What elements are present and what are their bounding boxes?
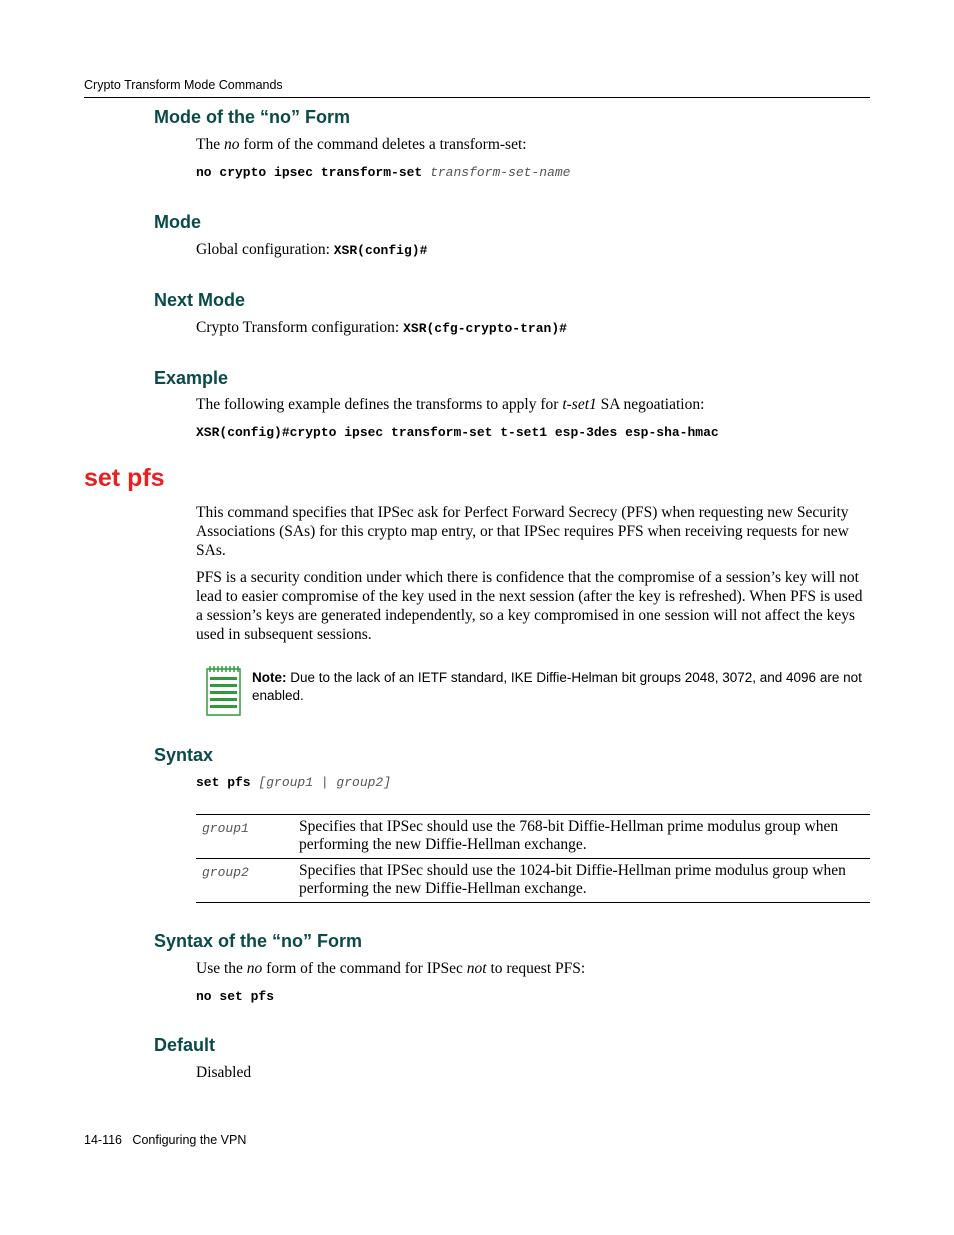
description-paragraph-2: PFS is a security condition under which there is confidence that the compromise of a session’s key will not lead to easier compromise of the key used in the next session (after the key is refreshed). When PFS is used a session’s keys are generated independently, so a key compromised in one session will not affect the keys used in subsequent sessions. bbox=[196, 569, 863, 643]
param-name: group2 bbox=[202, 865, 249, 880]
syntax-no-heading: Syntax of the “no” Form bbox=[154, 931, 363, 951]
example-text: The following example defines the transforms to apply for t-set1 SA negoatiation: bbox=[196, 396, 705, 413]
syntax-heading: Syntax bbox=[154, 745, 214, 765]
running-header: Crypto Transform Mode Commands bbox=[84, 78, 283, 92]
mode-text: Global configuration: XSR(config)# bbox=[196, 241, 428, 258]
page-footer: 14-116 Configuring the VPN bbox=[84, 1133, 247, 1147]
default-heading: Default bbox=[154, 1035, 216, 1055]
syntax-command: set pfs [group1 | group2] bbox=[196, 775, 392, 790]
param-name: group1 bbox=[202, 821, 249, 836]
next-mode-heading: Next Mode bbox=[154, 290, 246, 310]
default-text: Disabled bbox=[196, 1064, 252, 1081]
mode-heading: Mode bbox=[154, 212, 201, 232]
description-paragraph-1: This command specifies that IPSec ask for Perfect Forward Secrecy (PFS) when requesting new Security Associations (SAs) for this crypto map entry, or that IPSec requires PFS when receiving requests for new SAs. bbox=[196, 504, 849, 559]
note-label: Note: bbox=[252, 670, 287, 685]
example-heading: Example bbox=[154, 368, 229, 388]
next-mode-text: Crypto Transform configuration: XSR(cfg-crypto-tran)# bbox=[196, 319, 567, 336]
syntax-no-command: no set pfs bbox=[196, 989, 275, 1004]
parameter-table bbox=[196, 814, 870, 903]
header-rule bbox=[84, 97, 870, 98]
notepad-icon bbox=[206, 665, 242, 717]
param-description: Specifies that IPSec should use the 1024-bit Diffie-Hellman prime modulus group when performing the new Diffie-Hellman exchange. bbox=[299, 862, 846, 897]
no-form-command: no crypto ipsec transform-set transform-set-name bbox=[196, 165, 571, 180]
no-form-text: The no form of the command deletes a transform-set: bbox=[196, 136, 527, 153]
param-description: Specifies that IPSec should use the 768-bit Diffie-Hellman prime modulus group when performing the new Diffie-Hellman exchange. bbox=[299, 818, 839, 853]
no-form-heading: Mode of the “no” Form bbox=[154, 107, 350, 127]
table-row bbox=[196, 815, 870, 859]
note-text: Note: Due to the lack of an IETF standard, IKE Diffie-Helman bit groups 2048, 3072, and 4096 are not enabled. bbox=[252, 670, 862, 703]
command-title: set pfs bbox=[84, 464, 165, 492]
example-command: XSR(config)#crypto ipsec transform-set t-set1 esp-3des esp-sha-hmac bbox=[196, 425, 719, 440]
syntax-no-text: Use the no form of the command for IPSec not to request PFS: bbox=[196, 960, 586, 977]
table-row bbox=[196, 859, 870, 903]
